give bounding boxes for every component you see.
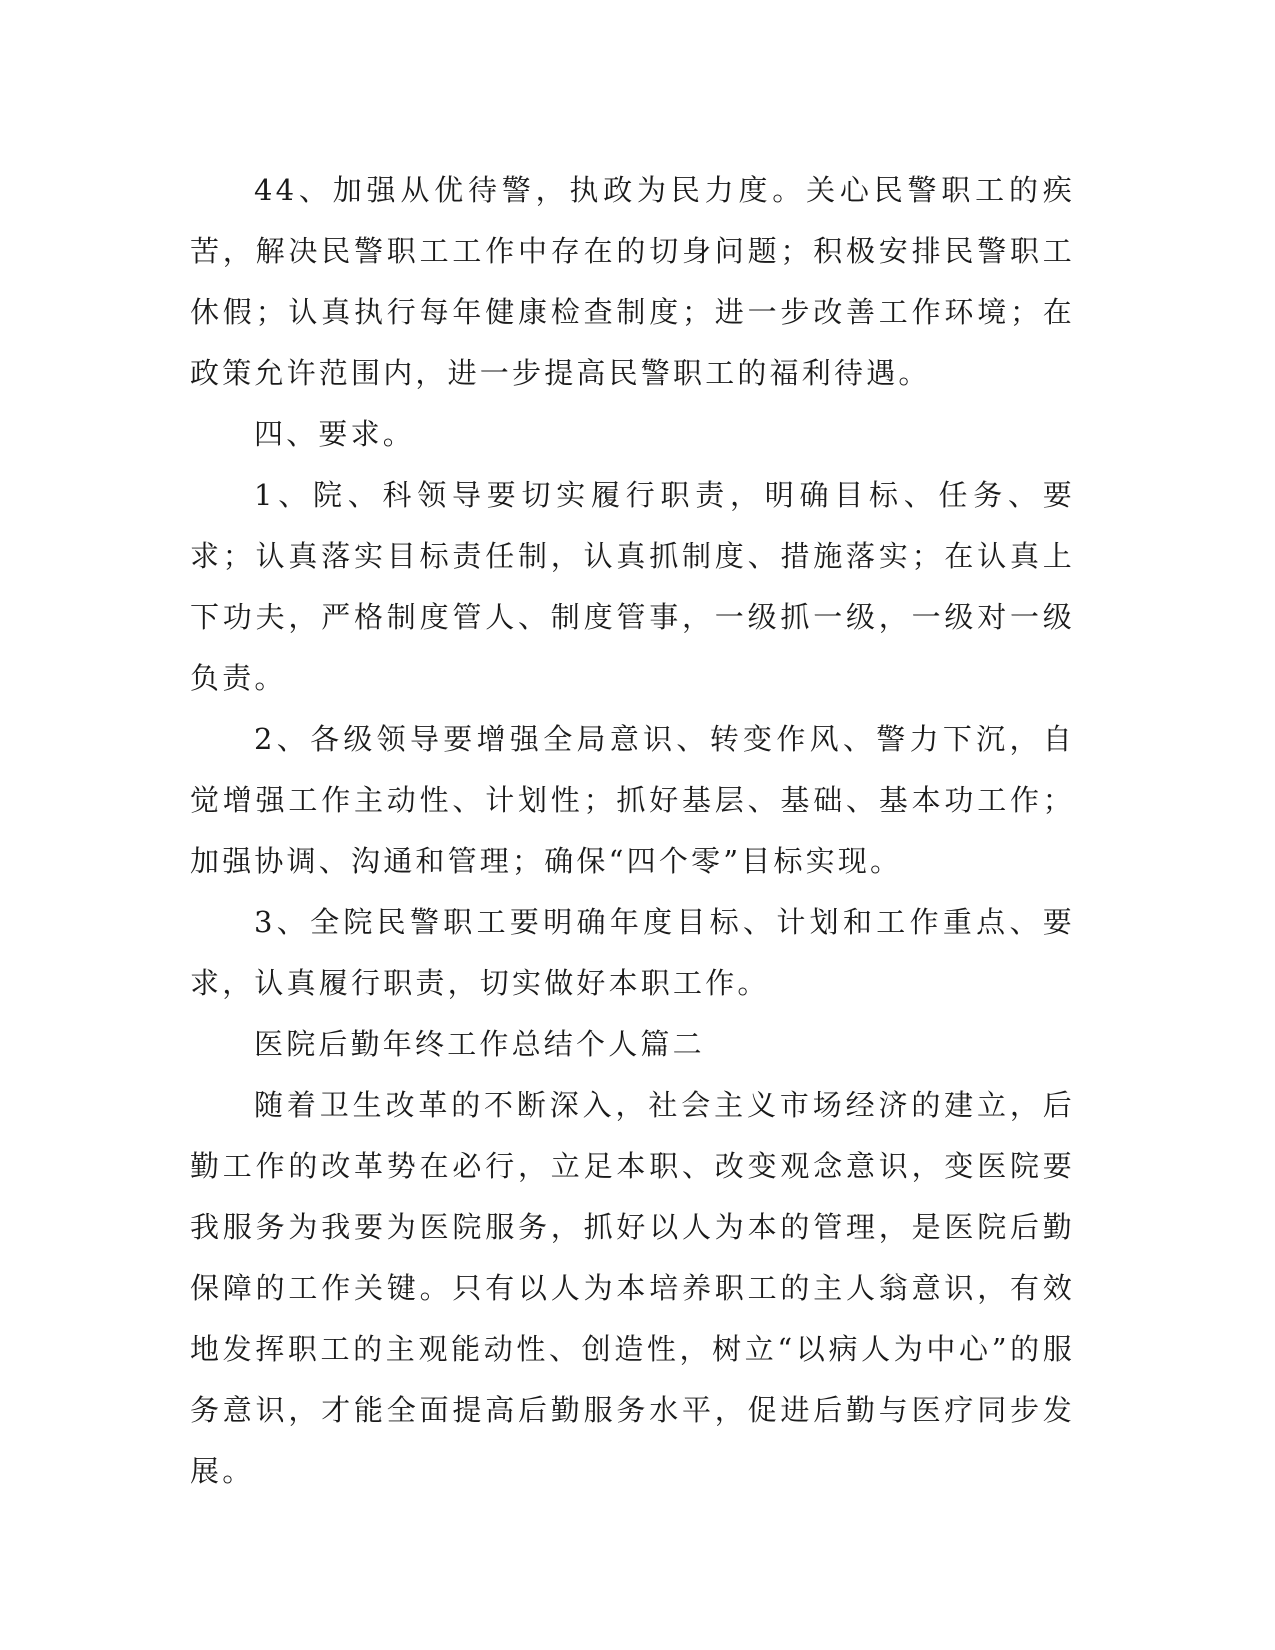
document-body: [190, 160, 1075, 1502]
section-heading-requirements: 四、要求。: [254, 417, 416, 451]
paragraph-requirement-2: 2、各级领导要增强全局意识、转变作风、警力下沉，自觉增强工作主动性、计划性；抓好基层、基础、基本功工作；加强协调、沟通和管理；确保“四个零”目标实现。: [190, 722, 1075, 878]
paragraph-44-benefits: 44、加强从优待警，执政为民力度。关心民警职工的疾苦，解决民警职工工作中存在的切身问题；积极安排民警职工休假；认真执行每年健康检查制度；进一步改善工作环境；在政策允许范围内，进一步提高民警职工的福利待遇。: [190, 173, 1075, 390]
article-title-part-two: 医院后勤年终工作总结个人篇二: [254, 1027, 705, 1061]
paragraph-requirement-3: 3、全院民警职工要明确年度目标、计划和工作重点、要求，认真履行职责，切实做好本职工作。: [190, 905, 1075, 1000]
paragraph-requirement-1: 1、院、科领导要切实履行职责，明确目标、任务、要求；认真落实目标责任制，认真抓制度、措施落实；在认真上下功夫，严格制度管人、制度管事，一级抓一级，一级对一级负责。: [190, 478, 1075, 695]
paragraph-reform-intro: 随着卫生改革的不断深入，社会主义市场经济的建立，后勤工作的改革势在必行，立足本职、改变观念意识，变医院要我服务为我要为医院服务，抓好以人为本的管理，是医院后勤保障的工作关键。只有以人为本培养职工的主人翁意识，有效地发挥职工的主观能动性、创造性，树立“以病人为中心”的服务意识，才能全面提高后勤服务水平，促进后勤与医疗同步发展。: [190, 1088, 1075, 1488]
